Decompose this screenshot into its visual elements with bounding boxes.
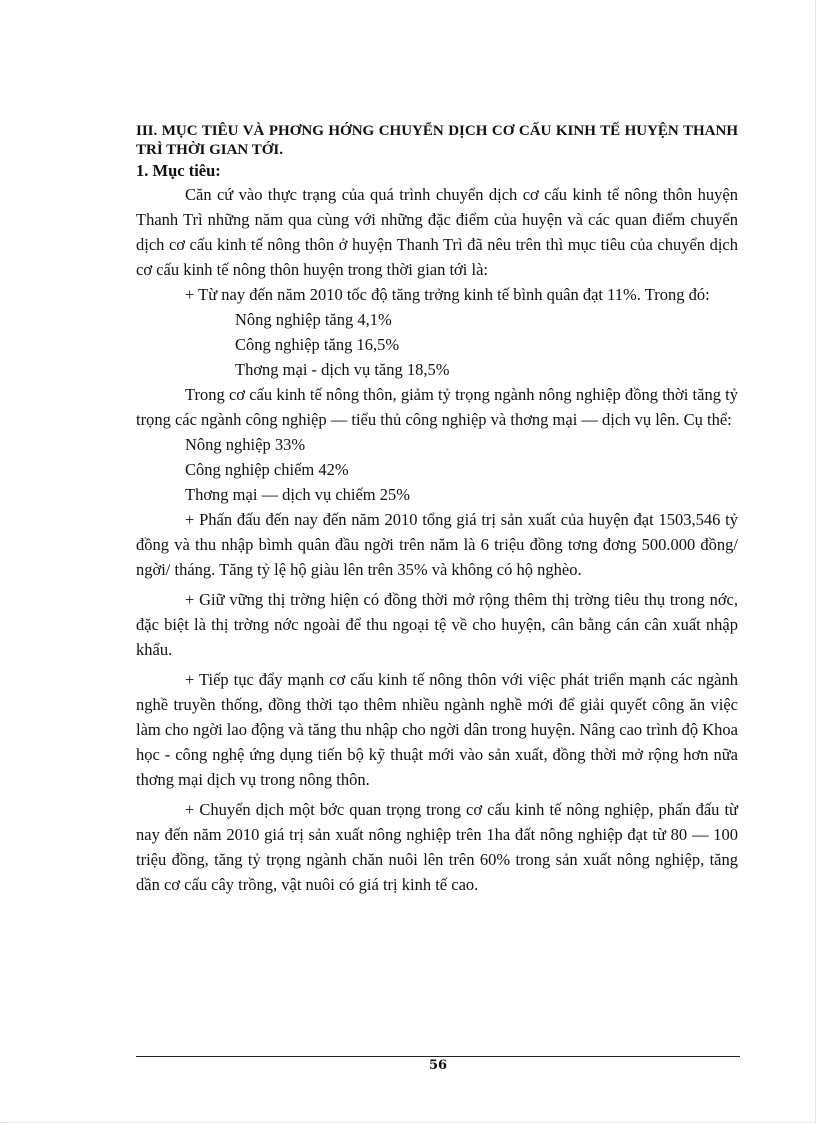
list-item-industry-growth: Công nghiệp tăng 16,5% (235, 335, 400, 354)
paragraph-growth-target: + Từ nay đến năm 2010 tốc độ tăng trởng kinh tế bình quân đạt 11%. Trong đó: (185, 285, 710, 304)
list-item-agriculture-share: Nông nghiệp 33% (185, 435, 306, 454)
paragraph-intro: Căn cứ vào thực trạng của quá trình chuyển dịch cơ cấu kinh tế nông thôn huyện Thanh Trì những năm qua cùng với những đặc điểm của huyện và các quan điểm chuyển dịch cơ cấu kinh tế nông thôn ở huyện Thanh Trì đã nêu trên thì mục tiêu của chuyển dịch cơ cấu kinh tế nông thôn huyện trong thời gian tới là: (136, 185, 738, 279)
list-item-trade-growth: Thơng mại - dịch vụ tăng 18,5% (235, 360, 450, 379)
list-item-industry-share: Công nghiệp chiếm 42% (185, 460, 349, 479)
page-number: 56 (428, 1058, 448, 1073)
paragraph-crafts: + Tiếp tục đẩy mạnh cơ cấu kinh tế nông thôn với việc phát triển mạnh các ngành nghề truyền thống, đồng thời tạo thêm nhiều ngành nghề mới để giải quyết công ăn việc làm cho ngời lao động và tăng thu nhập cho ngời dân trong huyện. Nâng cao trình độ Khoa học - công nghệ ứng dụng tiến bộ kỹ thuật mới vào sản xuất, đồng thời mở rộng hơn nữa thơng mại dịch vụ trong nông thôn. (136, 670, 738, 789)
list-item-trade-share: Thơng mại — dịch vụ chiếm 25% (185, 485, 411, 504)
paragraph-agri-shift: + Chuyển dịch một bớc quan trọng trong cơ cấu kinh tế nông nghiệp, phấn đấu từ nay đến năm 2010 giá trị sản xuất nông nghiệp trên 1ha đất nông nghiệp đạt từ 80 — 100 triệu đồng, tăng tỷ trọng ngành chăn nuôi lên trên 60% trong sản xuất nông nghiệp, tăng dần cơ cấu cây trồng, vật nuôi có giá trị kinh tế cao. (136, 800, 738, 894)
paragraph-production-value: + Phấn đấu đến nay đến năm 2010 tổng giá trị sản xuất của huyện đạt 1503,546 tỷ đồng và thu nhập bìmh quân đầu ngời trên năm là 6 triệu đồng tơng đơng 500.000 đồng/ ngời/ tháng. Tăng tỷ lệ hộ giàu lên trên 35% và không có hộ nghèo. (136, 510, 738, 579)
section-title: 1. Mục tiêu: (136, 161, 221, 180)
page-content (136, 122, 738, 897)
paragraph-market: + Giữ vững thị trờng hiện có đồng thời mở rộng thêm thị trờng tiêu thụ trong nớc, đặc biệt là thị trờng nớc ngoài để thu ngoại tệ về cho huyện, cân bằng cán cân xuất nhập khẩu. (136, 590, 738, 659)
footer-divider (136, 1056, 740, 1057)
chapter-heading: III. MỤC TIÊU VÀ PHƠNG HỚNG CHUYỂN DỊCH CƠ CẤU KINH TẾ HUYỆN THANH TRÌ THỜI GIAN TỚI. (136, 123, 738, 158)
list-item-agriculture-growth: Nông nghiệp tăng 4,1% (235, 310, 392, 329)
paragraph-structure: Trong cơ cấu kinh tế nông thôn, giảm tỷ trọng ngành nông nghiệp đồng thời tăng tỷ trọng các ngành công nghiệp — tiểu thủ công nghiệp và thơng mại — dịch vụ lên. Cụ thể: (136, 385, 738, 429)
